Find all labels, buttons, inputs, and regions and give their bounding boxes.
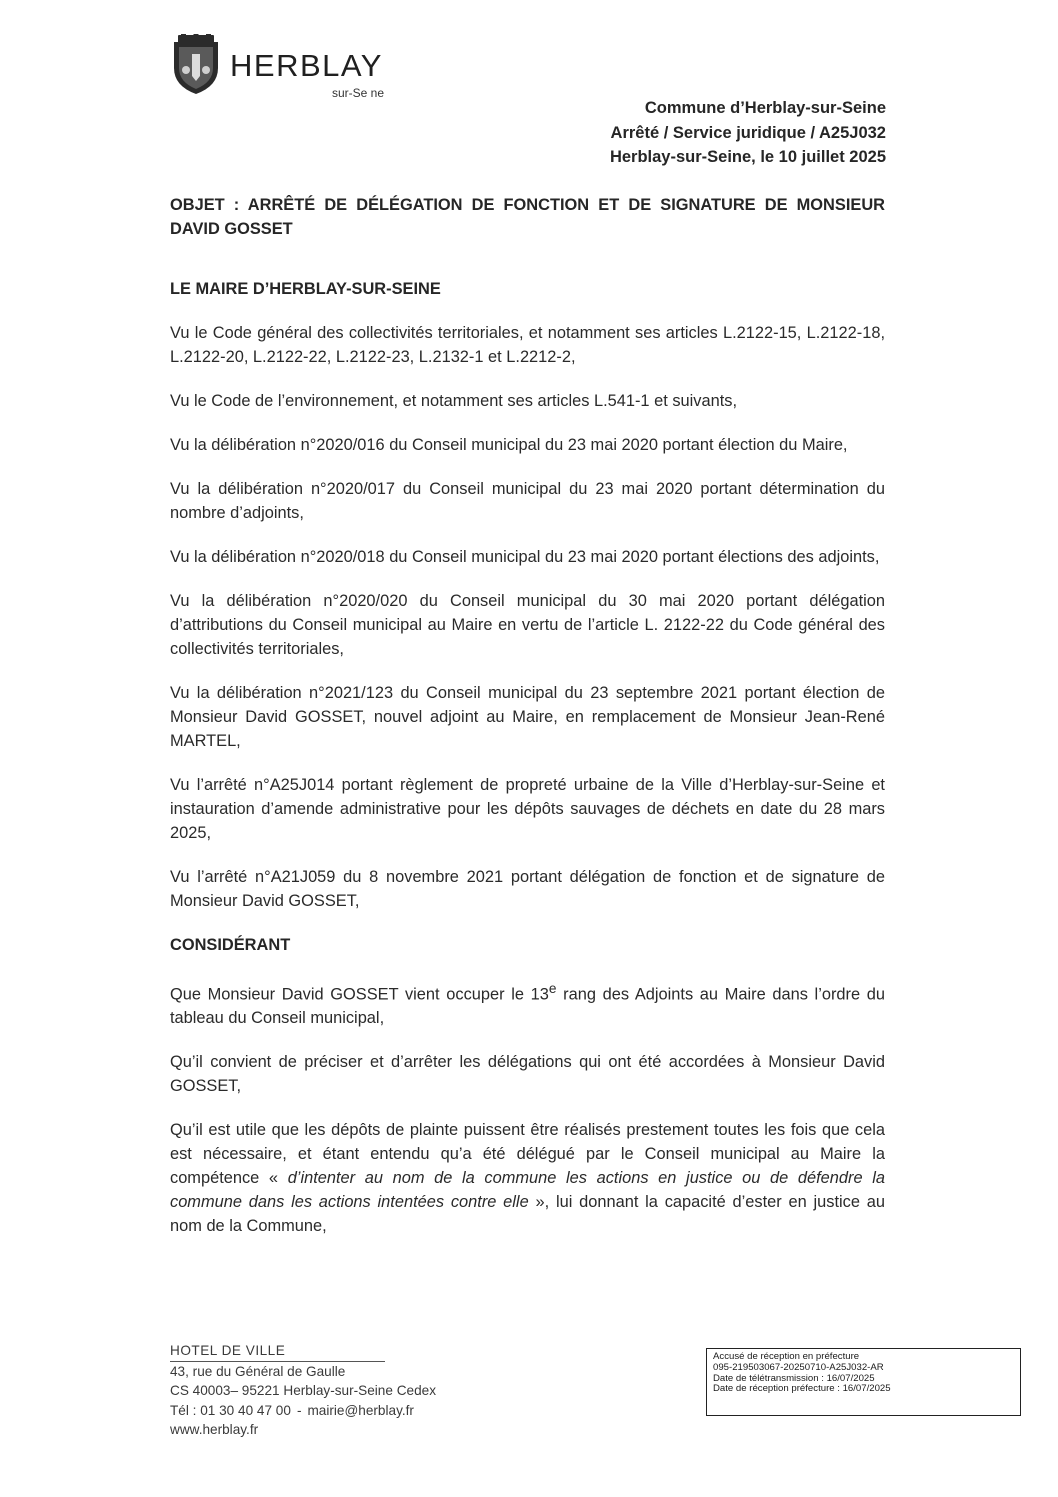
vu-paragraph: Vu le Code général des collectivités territoriales, et notamment ses articles L.2122-15, L.2122-18, L.2122-20, L.2122-22, L.2122-23, L.2132-1 et L.2212-2, — [170, 324, 885, 366]
vu-paragraph: Vu la délibération n°2020/020 du Conseil municipal du 30 mai 2020 portant délégation d’attributions du Conseil municipal au Maire en vertu de l’article L. 2122-22 du Code général des collectivités territoriales, — [170, 592, 885, 658]
logo-name: HERBLAY — [230, 48, 383, 83]
vu-paragraph: Vu la délibération n°2020/016 du Conseil municipal du 23 mai 2020 portant élection du Maire, — [170, 436, 848, 454]
stamp-line: 095-219503067-20250710-A25J032-AR — [713, 1361, 884, 1373]
prefecture-receipt-stamp — [706, 1348, 1021, 1416]
logo-subtitle: sur-Se ne — [332, 86, 385, 100]
reference-number: Arrêté / Service juridique / A25J032 — [610, 123, 886, 142]
vu-paragraph: Vu la délibération n°2021/123 du Conseil municipal du 23 septembre 2021 portant élection de Monsieur David GOSSET, nouvel adjoint au Maire, en remplacement de Monsieur Jean-René MARTEL, — [170, 684, 885, 750]
stamp-line: Date de réception préfecture : 16/07/2025 — [713, 1383, 891, 1395]
stamp-line: Date de télétransmission : 16/07/2025 — [713, 1372, 875, 1384]
vu-paragraph: Vu l’arrêté n°A25J014 portant règlement de propreté urbaine de la Ville d’Herblay-sur-Seine et instauration d’amende administrative pour les dépôts sauvages de déchets en date du 28 mars 2025, — [170, 776, 885, 842]
vu-paragraph: Vu le Code de l’environnement, et notamment ses articles L.541-1 et suivants, — [170, 392, 737, 410]
footer-title: HOTEL DE VILLE — [170, 1341, 385, 1362]
document-header — [610, 96, 886, 170]
footer-website: www.herblay.fr — [170, 1422, 259, 1438]
footer-street: 43, rue du Général de Gaulle — [170, 1363, 346, 1379]
document-body — [170, 193, 885, 1258]
considerant-text: rang des Adjoints au Maire dans l’ordre du tableau du Conseil municipal, — [170, 985, 885, 1028]
subject-line: OBJET : ARRÊTÉ DE DÉLÉGATION DE FONCTION ET DE SIGNATURE DE MONSIEUR DAVID GOSSET — [170, 196, 885, 238]
footer-email: mairie@herblay.fr — [307, 1402, 414, 1418]
footer-address — [170, 1341, 460, 1440]
vu-paragraph: Vu la délibération n°2020/017 du Conseil municipal du 23 mai 2020 portant détermination du nombre d’adjoints, — [170, 480, 885, 522]
footer-city: CS 40003– 95221 Herblay-sur-Seine Cedex — [170, 1383, 436, 1399]
herblay-crest-icon — [170, 34, 222, 96]
considerant-heading: CONSIDÉRANT — [170, 936, 291, 954]
considerant-paragraph: Qu’il convient de préciser et d’arrêter les délégations qui ont été accordées à Monsieur David GOSSET, — [170, 1053, 885, 1096]
commune-name: Commune d’Herblay-sur-Seine — [644, 99, 886, 117]
considerant-text: Que Monsieur David GOSSET vient occuper le 13 — [170, 985, 549, 1004]
footer-contact — [170, 1401, 460, 1421]
date-line: Herblay-sur-Seine, le 10 juillet 2025 — [609, 148, 886, 166]
mayor-heading: LE MAIRE D’HERBLAY-SUR-SEINE — [170, 280, 441, 298]
herblay-logo — [170, 30, 410, 105]
footer-phone: Tél : 01 30 40 47 00 — [170, 1402, 291, 1418]
quoted-competence: d’intenter au nom de la commune les actions en justice ou de défendre la commune dans les actions intentées contre elle — [170, 1169, 885, 1212]
footer-separator: - — [296, 1402, 302, 1418]
considerant-paragraph — [170, 977, 885, 1030]
considerant-text: », lui donnant la capacité d’ester en justice au nom de la Commune, — [170, 1193, 885, 1236]
stamp-line: Accusé de réception en préfecture — [713, 1351, 860, 1362]
considerant-text: Qu’il est utile que les dépôts de plainte puissent être réalisés prestement toutes les fois que cela est nécessaire, et étant entendu qu’a été délégué par le Conseil municipal au Maire la compétence « — [170, 1121, 885, 1188]
ordinal-superscript: e — [548, 981, 557, 996]
vu-paragraph: Vu l’arrêté n°A21J059 du 8 novembre 2021 portant délégation de fonction et de signature de Monsieur David GOSSET, — [170, 868, 885, 910]
vu-paragraph: Vu la délibération n°2020/018 du Conseil municipal du 23 mai 2020 portant élections des adjoints, — [170, 548, 880, 566]
considerant-paragraph — [170, 1118, 885, 1238]
